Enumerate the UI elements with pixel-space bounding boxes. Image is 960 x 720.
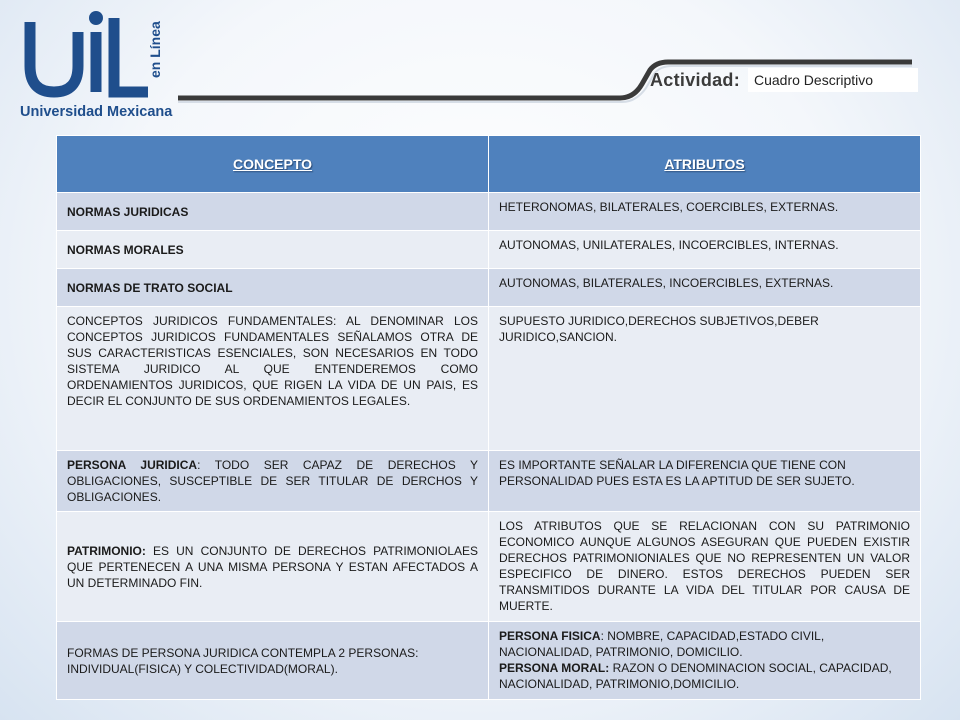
cell-atributos: ES IMPORTANTE SEÑALAR LA DIFERENCIA QUE TIENE CON PERSONALIDAD PUES ESTA ES LA APTITUD DE SER SUJETO. xyxy=(489,451,921,512)
activity-label: Actividad: xyxy=(650,70,741,90)
table-header-row xyxy=(57,136,921,193)
cell-atributos xyxy=(489,622,921,700)
cell-concepto: FORMAS DE PERSONA JURIDICA CONTEMPLA 2 PERSONAS: INDIVIDUAL(FISICA) Y COLECTIVIDAD(MORAL). xyxy=(57,622,489,700)
term-persona-juridica: PERSONA JURIDICA xyxy=(67,458,198,472)
column-header-atributos: ATRIBUTOS xyxy=(489,136,921,193)
term-patrimonio: PATRIMONIO: xyxy=(67,543,146,558)
term-persona-fisica: PERSONA FISICA xyxy=(499,629,601,643)
cell-atributos: HETERONOMAS, BILATERALES, COERCIBLES, EXTERNAS. xyxy=(489,193,921,231)
cell-concepto: NORMAS JURIDICAS xyxy=(57,193,489,231)
fisica-attributes: : NOMBRE, CAPACIDAD,ESTADO CIVIL, NACIONALIDAD, PATRIMONIO, DOMICILIO. xyxy=(499,629,825,659)
header xyxy=(0,0,960,130)
definition-text: ES UN CONJUNTO DE DERECHOS PATRIMONIOLAES QUE PERTENECEN A UNA MISMA PERSONA Y ESTAN AFECTADOS A UN DETERMINADO FIN. xyxy=(67,543,478,590)
table-row xyxy=(57,231,921,269)
logo-tagline: en Línea xyxy=(147,21,163,78)
table-row xyxy=(57,307,921,451)
cell-concepto xyxy=(57,451,489,512)
cell-atributos: AUTONOMAS, BILATERALES, INCOERCIBLES, EXTERNAS. xyxy=(489,269,921,307)
table-row xyxy=(57,451,921,512)
activity-value: Cuadro Descriptivo xyxy=(748,68,918,92)
cell-concepto: NORMAS MORALES xyxy=(57,231,489,269)
column-header-concepto: CONCEPTO xyxy=(57,136,489,193)
moral-attributes: RAZON O DENOMINACION SOCIAL, CAPACIDAD, NACIONALIDAD, PATRIMONIO,DOMICILIO. xyxy=(499,661,892,691)
logo-university-name: Universidad Mexicana xyxy=(20,104,173,120)
table-row xyxy=(57,193,921,231)
definition-text: : TODO SER CAPAZ DE DERECHOS Y OBLIGACIONES, SUSCEPTIBLE DE SER TITULAR DE DERCHOS Y OBLIGACIONES. xyxy=(67,458,479,504)
cell-atributos: LOS ATRIBUTOS QUE SE RELACIONAN CON SU PATRIMONIO ECONOMICO AUNQUE ALGUNOS ASEGURAN QUE PUEDEN EXISTIR DERECHOS PATRIMONIONIALES QUE NO REPRESENTEN UN VALOR ESPECIFICO DE DINERO. ESTOS DERECHOS PUEDEN SER TRANSMITIDOS DURANTE LA VIDA DEL TITULAR POR CAUSA DE MUERTE. xyxy=(489,512,921,622)
persona-fisica-line xyxy=(499,628,910,660)
table-row xyxy=(57,512,921,622)
cell-atributos: AUTONOMAS, UNILATERALES, INCOERCIBLES, INTERNAS. xyxy=(489,231,921,269)
cell-atributos: SUPUESTO JURIDICO,DERECHOS SUBJETIVOS,DEBER JURIDICO,SANCION. xyxy=(489,307,921,451)
persona-moral-line xyxy=(499,660,910,692)
term-persona-moral: PERSONA MORAL: xyxy=(499,661,610,675)
cell-concepto xyxy=(57,512,489,622)
table-row xyxy=(57,269,921,307)
cell-concepto: CONCEPTOS JURIDICOS FUNDAMENTALES: AL DENOMINAR LOS CONCEPTOS JURIDICOS FUNDAMENTALES SEÑALAMOS OTRA DE SUS CARACTERISTICAS ESENCIALES, SON NECESARIOS EN TODO SISTEMA JURIDICO AL QUE ENTENDEREMOS COMO ORDENAMIENTOS JURIDICOS, QUE RIGEN LA VIDA DE UN PAIS, ES DECIR EL CONJUNTO DE SUS ORDENAMIENTOS LEGALES. xyxy=(57,307,489,451)
cell-concepto: NORMAS DE TRATO SOCIAL xyxy=(57,269,489,307)
universidad-mexicana-logo xyxy=(18,8,178,120)
table-row xyxy=(57,622,921,700)
descriptive-table xyxy=(56,135,920,700)
